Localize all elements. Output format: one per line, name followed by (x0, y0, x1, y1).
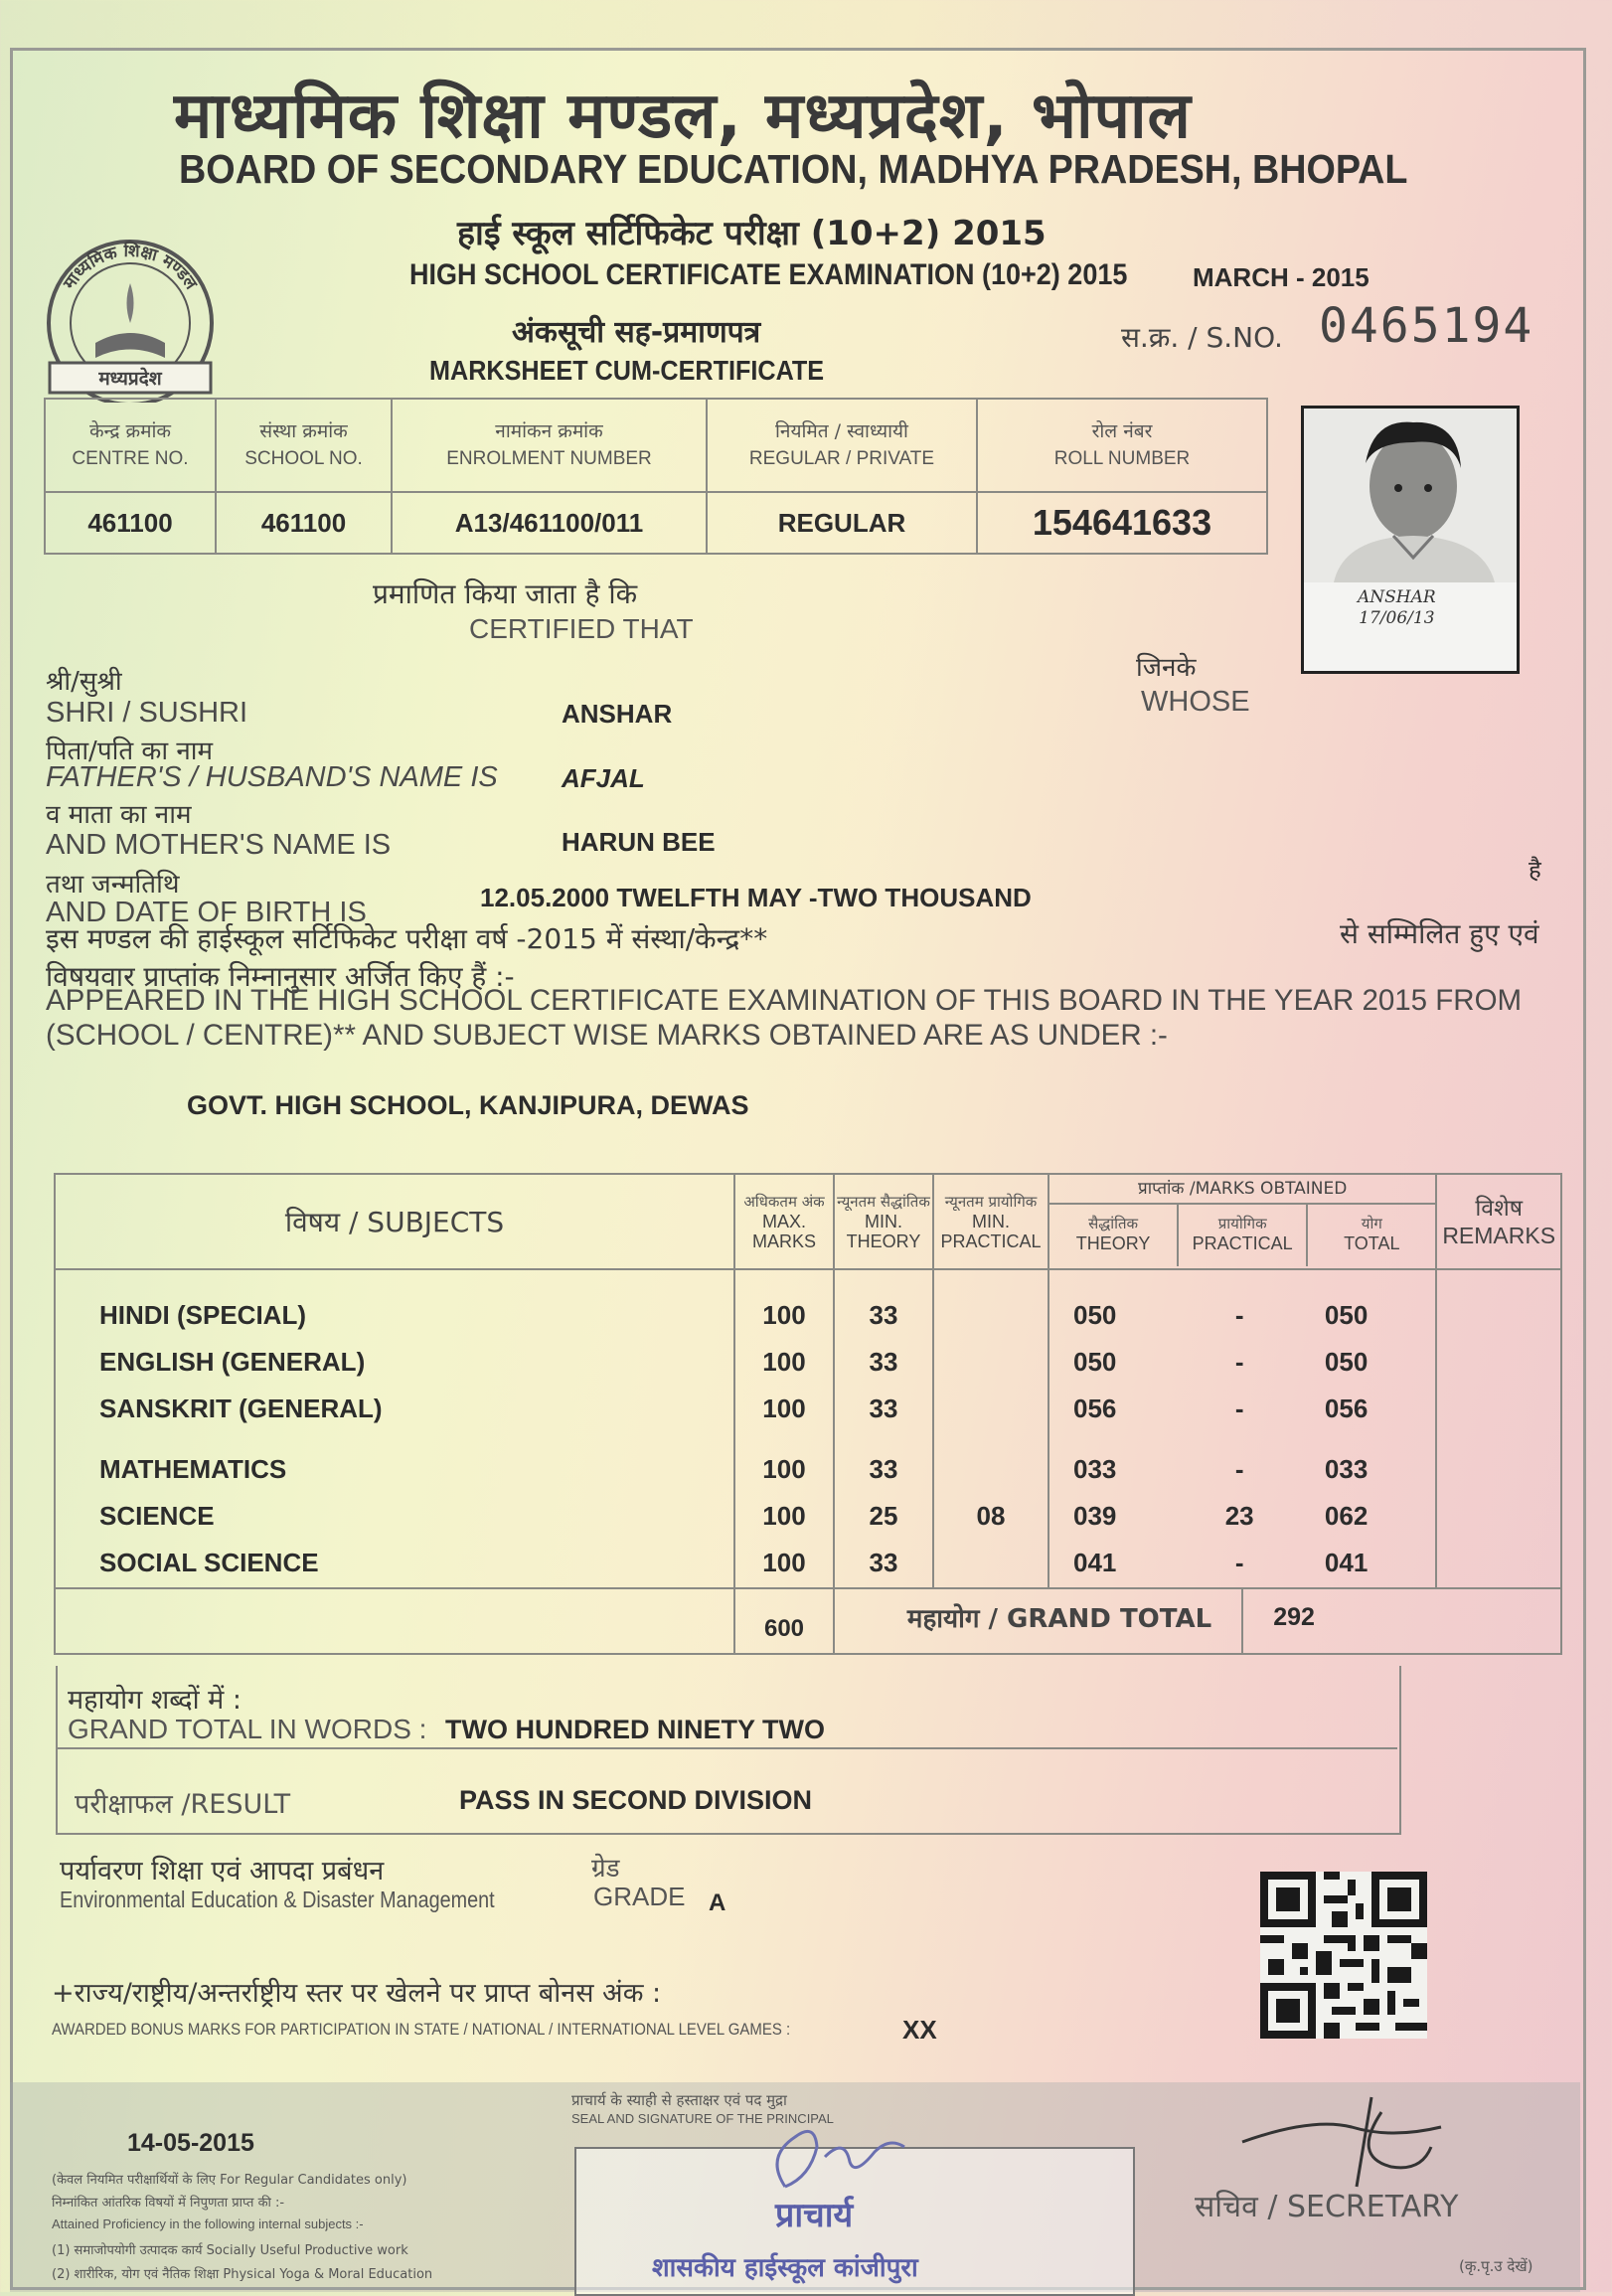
statement-line2-english: (SCHOOL / CENTRE)** AND SUBJECT WISE MARKS OBTAINED ARE AS UNDER :- (46, 1019, 1168, 1052)
practical-cell: 23 (1224, 1501, 1254, 1531)
doc-title-hindi: अंकसूची सह-प्रमाणपत्र (512, 315, 761, 350)
practical-column (1184, 1292, 1294, 1586)
exam-session: MARCH - 2015 (1193, 262, 1370, 292)
svg-text:मध्यप्रदेश: मध्यप्रदेश (98, 368, 162, 390)
theory-cell: 050 (1073, 1300, 1117, 1330)
practical-cell: - (1234, 1548, 1244, 1577)
max-marks-total: 600 (734, 1588, 834, 1654)
dob-label-english: AND DATE OF BIRTH IS (46, 897, 367, 928)
subject-name: SCIENCE (99, 1501, 215, 1531)
father-label-hindi: पिता/पति का नाम (46, 737, 214, 766)
candidate-name: ANSHAR (562, 699, 673, 729)
stamp-school: शासकीय हाईस्कूल कांजीपुरा (652, 2253, 918, 2283)
grand-total-spacer (55, 1588, 734, 1654)
subject-name: MATHEMATICS (99, 1454, 287, 1484)
max-marks-header: अधिकतम अंक MAX. MARKS (734, 1174, 834, 1269)
statement-line1-english: APPEARED IN THE HIGH SCHOOL CERTIFICATE EXAMINATION OF THIS BOARD IN THE YEAR 2015 FROM (46, 984, 1523, 1017)
roll-number-header: रोल नंबर ROLL NUMBER (977, 399, 1267, 492)
result-label: परीक्षाफल /RESULT (75, 1789, 291, 1820)
name-label-hindi: श्री/सुश्री (46, 667, 122, 697)
dob-label-hindi: तथा जन्मतिथि (46, 870, 180, 900)
date-of-birth: 12.05.2000 TWELFTH MAY -TWO THOUSAND (480, 883, 1032, 912)
school-name: GOVT. HIGH SCHOOL, KANJIPURA, DEWAS (187, 1090, 749, 1120)
issue-date: 14-05-2015 (127, 2129, 254, 2157)
photo-caption: ANSHAR 17/06/13 (1358, 587, 1436, 629)
candidate-photo (1301, 406, 1520, 674)
bonus-label-hindi: +राज्य/राष्ट्रीय/अन्तर्राष्ट्रीय स्तर पर खेलने पर प्राप्त बोनस अंक : (52, 1978, 662, 2009)
subject-name: SANSKRIT (GENERAL) (99, 1394, 383, 1423)
name-label-english: SHRI / SUSHRI (46, 697, 248, 729)
enrolment-number: A13/461100/011 (392, 492, 707, 554)
practical-cell: - (1234, 1347, 1244, 1377)
bonus-label-english: AWARDED BONUS MARKS FOR PARTICIPATION IN STATE / NATIONAL / INTERNATIONAL LEVEL GAMES : (52, 2020, 791, 2039)
min-practical-cell (935, 1540, 1047, 1586)
env-label-hindi: पर्यावरण शिक्षा एवं आपदा प्रबंधन (60, 1856, 385, 1886)
serial-number-label: स.क्र. / S.NO. (1121, 321, 1283, 354)
grand-total-words-label-hindi: महायोग शब्दों में : (68, 1685, 242, 1716)
min-theory-column (834, 1269, 933, 1588)
board-seal-icon (36, 224, 225, 403)
min-theory-cell: 33 (869, 1454, 898, 1484)
grand-total-words-label-english: GRAND TOTAL IN WORDS : (68, 1714, 427, 1744)
whose-hindi: जिनके (1136, 653, 1197, 683)
footer-note-4: (1) समाजोपयोगी उत्पादक कार्य Socially Useful Productive work (52, 2243, 408, 2258)
statement-line1-hindi: इस मण्डल की हाईस्कूल सर्टिफिकेट परीक्षा वर्ष -2015 में संस्था/केन्द्र** (46, 922, 768, 955)
mother-label-english: AND MOTHER'S NAME IS (46, 829, 392, 861)
pto-note: (कृ.पृ.उ देखें) (1459, 2257, 1533, 2275)
certified-hindi: प्रमाणित किया जाता है कि (373, 577, 638, 610)
doc-title-english: MARKSHEET CUM-CERTIFICATE (429, 355, 825, 386)
subject-name: ENGLISH (GENERAL) (99, 1347, 366, 1377)
exam-title-english: HIGH SCHOOL CERTIFICATE EXAMINATION (10+2) 2015 (409, 258, 1128, 291)
min-theory-cell: 33 (869, 1347, 898, 1377)
practical-cell: - (1234, 1300, 1244, 1330)
subjects-header: विषय / SUBJECTS (55, 1174, 734, 1269)
total-cell: 050 (1324, 1347, 1369, 1377)
serial-number: 0465194 (1319, 298, 1534, 354)
roll-number: 154641633 (977, 492, 1267, 554)
svg-text:माध्यमिक शिक्षा मण्डल: माध्यमिक शिक्षा मण्डल (60, 241, 202, 293)
regular-private-header: नियमित / स्वाध्यायी REGULAR / PRIVATE (707, 399, 977, 492)
board-title-english: BOARD OF SECONDARY EDUCATION, MADHYA PRADESH, BHOPAL (179, 146, 1408, 192)
remarks-column (1436, 1269, 1561, 1588)
subjects-column (55, 1269, 734, 1588)
min-practical-cell (935, 1386, 1047, 1432)
enrolment-header: नामांकन क्रमांक ENROLMENT NUMBER (392, 399, 707, 492)
practical-cell: - (1234, 1394, 1244, 1423)
mother-label-hindi: व माता का नाम (46, 800, 192, 830)
theory-cell: 039 (1073, 1501, 1117, 1531)
min-practical-cell (935, 1339, 1047, 1386)
exam-title-hindi: हाई स्कूल सर्टिफिकेट परीक्षा (10+2) 2015 (457, 214, 1047, 253)
footer-note-3: Attained Proficiency in the following internal subjects :- (52, 2216, 364, 2231)
statement-line2-hindi: विषयवार प्राप्तांक निम्नानुसार अर्जित किए हैं :- (46, 960, 515, 993)
theory-cell: 056 (1073, 1394, 1117, 1423)
school-no-header: संस्था क्रमांक SCHOOL NO. (216, 399, 392, 492)
stamp-title: प्राचार्य (775, 2196, 854, 2235)
grand-total-label: महायोग / GRAND TOTAL (834, 1588, 1242, 1654)
theory-cell: 041 (1073, 1548, 1117, 1577)
min-theory-cell: 33 (869, 1548, 898, 1577)
qr-code-icon (1260, 1871, 1427, 2040)
total-cell: 033 (1324, 1454, 1369, 1484)
min-theory-cell: 25 (869, 1501, 898, 1531)
centre-no-header: केन्द्र क्रमांक CENTRE NO. (45, 399, 216, 492)
statement-line1-hindi-right: से सम्मिलित हुए एवं (1340, 917, 1539, 950)
secretary-label: सचिव / SECRETARY (1195, 2190, 1459, 2224)
total-column (1295, 1292, 1435, 1586)
min-practical-cell (935, 1292, 1047, 1339)
board-title-hindi: माध्यमिक शिक्षा मण्डल, मध्यप्रदेश, भोपाल (174, 80, 1192, 153)
practical-cell: - (1234, 1454, 1244, 1484)
obtained-columns (1048, 1269, 1436, 1588)
regular-private: REGULAR (707, 492, 977, 554)
marks-obtained-header: प्राप्तांक /MARKS OBTAINED सैद्धांतिक THEORY प्रायोगिक PRACTICAL योग TOTAL (1048, 1174, 1436, 1269)
result: PASS IN SECOND DIVISION (459, 1785, 813, 1815)
certified-english: CERTIFIED THAT (469, 613, 694, 644)
hai-hindi: है (1529, 856, 1541, 884)
footer-note-2: निम्नांकित आंतरिक विषयों में निपुणता प्राप्त की :- (52, 2196, 285, 2211)
mother-name: HARUN BEE (562, 827, 716, 857)
max-marks-cell: 100 (762, 1347, 806, 1377)
principal-seal-label-hindi: प्राचार्य के स्याही से हस्ताक्षर एवं पद मुद्रा (571, 2091, 787, 2109)
min-practical-cell: 08 (976, 1501, 1006, 1531)
portrait-image (1304, 409, 1517, 582)
grand-total: 292 (1242, 1588, 1561, 1654)
subject-name: SOCIAL SCIENCE (99, 1548, 319, 1577)
father-label-english: FATHER'S / HUSBAND'S NAME IS (46, 761, 498, 793)
school-no: 461100 (216, 492, 392, 554)
footer-note-1: (केवल नियमित परीक्षार्थियों के लिए For Regular Candidates only) (52, 2173, 407, 2188)
whose-english: WHOSE (1141, 686, 1250, 718)
min-practical-column (933, 1269, 1048, 1588)
subject-name: HINDI (SPECIAL) (99, 1300, 306, 1330)
words-divider (56, 1747, 1397, 1749)
total-cell: 041 (1324, 1548, 1369, 1577)
grade-label-english: GRADE (593, 1882, 686, 1911)
footer-note-5: (2) शारीरिक, योग एवं नैतिक शिक्षा Physical Yoga & Moral Education (52, 2267, 433, 2282)
max-marks-cell: 100 (762, 1548, 806, 1577)
min-practical-cell (935, 1446, 1047, 1493)
min-theory-cell: 33 (869, 1300, 898, 1330)
grade-label-hindi: ग्रेड (591, 1854, 620, 1884)
max-marks-cell: 100 (762, 1300, 806, 1330)
candidate-info-table (44, 398, 1268, 555)
theory-column (1049, 1292, 1184, 1586)
max-marks-cell: 100 (762, 1454, 806, 1484)
theory-cell: 050 (1073, 1347, 1117, 1377)
remarks-header: विशेष REMARKS (1436, 1174, 1561, 1269)
min-theory-cell: 33 (869, 1394, 898, 1423)
centre-no: 461100 (45, 492, 216, 554)
theory-cell: 033 (1073, 1454, 1117, 1484)
total-cell: 062 (1324, 1501, 1369, 1531)
marks-table (54, 1173, 1562, 1655)
bonus-value: XX (902, 2015, 937, 2045)
grade-value: A (709, 1889, 726, 1916)
max-marks-cell: 100 (762, 1501, 806, 1531)
principal-signature-icon (755, 2117, 924, 2202)
total-cell: 050 (1324, 1300, 1369, 1330)
env-label-english: Environmental Education & Disaster Management (60, 1886, 495, 1912)
grand-total-words: TWO HUNDRED NINETY TWO (445, 1715, 825, 1744)
min-theory-header: न्यूनतम सैद्धांतिक MIN. THEORY (834, 1174, 933, 1269)
total-cell: 056 (1324, 1394, 1369, 1423)
principal-seal-label-english: SEAL AND SIGNATURE OF THE PRINCIPAL (571, 2111, 834, 2126)
min-practical-header: न्यूनतम प्रायोगिक MIN. PRACTICAL (933, 1174, 1048, 1269)
max-marks-cell: 100 (762, 1394, 806, 1423)
father-name: AFJAL (562, 763, 645, 793)
max-marks-column (734, 1269, 834, 1588)
